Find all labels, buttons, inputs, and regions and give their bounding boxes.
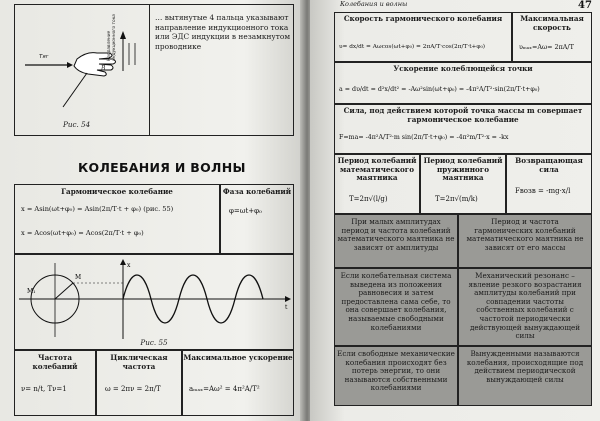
induction-text: … вытянутые 4 пальца указывают направление индукционного тока или ЭДС индукции в незамкнутом проводнике xyxy=(155,13,291,51)
phase-cell xyxy=(220,184,294,254)
note-amplitude xyxy=(334,214,458,268)
note-resonance-text: Механический резонанс – явление резкого возрастания амплитуды колебаний при совпадении частоты собственных колебаний с частотой периодически действующей вынуждающей силы xyxy=(468,271,582,341)
harmonic-sin: x = Asin(ωt+φ₀) = Asin(2π/T·t + φ₀) (рис. 55) xyxy=(21,205,174,213)
math-pendulum-cell xyxy=(334,154,420,214)
restoring-force-cell xyxy=(506,154,592,214)
cyclic-title: Циклическая частота xyxy=(110,353,168,371)
svg-text:t: t xyxy=(285,304,288,311)
note-natural-osc-text: Если свободные механические колебания происходят без потерь энергии, то они называются собственными колебаниями xyxy=(337,349,455,393)
restoring-force-formula: Fвозв = -mg·x/l xyxy=(515,187,571,195)
cyclic-cell xyxy=(96,350,182,416)
math-pendulum-formula: T=2π√(l/g) xyxy=(349,195,388,203)
spring-pendulum-cell xyxy=(420,154,506,214)
induction-box xyxy=(14,4,294,136)
cyclic-formula: ω = 2πν = 2π/T xyxy=(105,385,161,393)
note-mass xyxy=(458,214,592,268)
acceleration-title: Ускорение колеблющейся точки xyxy=(393,64,533,73)
fig-label-B: В xyxy=(101,65,106,72)
frequency-title: Частота колебаний xyxy=(32,353,78,371)
acceleration-formula: a = dυ/dt = d²x/dt² = -Aω²sin(ωt+φ₀) = -4π²A/T²·sin(2π/T·t+φ₀) xyxy=(339,86,540,93)
speed-cell xyxy=(334,12,512,62)
note-natural-osc xyxy=(334,346,458,406)
max-speed-title: Максимальная скорость xyxy=(520,14,584,32)
max-speed-formula: υₘₐₓ=Aω= 2πA/T xyxy=(519,43,574,51)
math-pendulum-title: Период колебаний математического маятника xyxy=(337,156,417,183)
fig-label-field: Тяг xyxy=(39,54,49,60)
acceleration-cell xyxy=(334,62,592,104)
note-forced-osc xyxy=(458,346,592,406)
force-cell xyxy=(334,104,592,154)
max-accel-formula: aₘₐₓ=Aω² = 4π²A/T² xyxy=(189,385,260,393)
svg-text:x: x xyxy=(127,262,131,269)
note-free-osc xyxy=(334,268,458,346)
note-forced-osc-text: Вынужденными называются колебания, происходящие под действием периодической вынуждающей силы xyxy=(466,349,584,384)
section-title: КОЛЕБАНИЯ И ВОЛНЫ xyxy=(78,160,246,175)
max-speed-cell xyxy=(512,12,592,62)
box-divider xyxy=(149,5,150,135)
fig-label-current: Направление индукционного тока xyxy=(107,14,117,61)
max-accel-title: Максимальное ускорение xyxy=(183,353,293,362)
graph-cell xyxy=(14,254,294,350)
spring-pendulum-formula: T=2π√(m/k) xyxy=(435,195,478,203)
fig55-caption: Рис. 55 xyxy=(140,338,168,347)
frequency-formula: ν= n/t, Tν=1 xyxy=(21,385,67,393)
harmonic-title: Гармоническое колебание xyxy=(61,187,173,196)
frequency-cell xyxy=(14,350,96,416)
note-resonance xyxy=(458,268,592,346)
force-title: Сила, под действием которой точка массы m совершает гармоническое колебание xyxy=(343,106,583,124)
note-mass-text: Период и частота гармонических колебаний математического маятника не зависят от его массы xyxy=(466,217,584,252)
note-amplitude-text: При малых амплитудах период и частота колебаний математического маятника не зависят от амплитуды xyxy=(337,217,455,252)
restoring-force-title: Возвращающая сила xyxy=(515,156,583,174)
spring-pendulum-title: Период колебаний пружинного маятника xyxy=(423,156,503,183)
speed-formula: υ= dx/dt = Aωcos(ωt+φ₀) = 2πA/T·cos(2π/T·t+φ₀) xyxy=(339,44,486,50)
harmonic-cos: x = Acos(ωt+φ₀) = Acos(2π/T·t + φ₀) xyxy=(21,229,144,237)
force-formula: F=ma= -4π²A/T²·m sin(2π/T·t+φ₀) = -4π²m/T²·x = -kx xyxy=(339,134,509,141)
phase-title: Фаза колебаний xyxy=(222,187,292,196)
max-accel-cell xyxy=(182,350,294,416)
harmonic-cell xyxy=(14,184,220,254)
page-number: 47 xyxy=(578,0,592,11)
svg-text:M₁: M₁ xyxy=(27,288,36,295)
phase-formula: φ=ωt+φ₀ xyxy=(229,207,262,215)
svg-text:M: M xyxy=(75,274,82,281)
running-head: Колебания и волны xyxy=(340,0,408,8)
fig54-caption: Рис. 54 xyxy=(63,120,91,129)
oscillation-graph xyxy=(15,257,293,341)
note-free-osc-text: Если колебательная система выведена из положения равновесия и затем предоставлена сама себе, то она совершает колебания, называемые свободными колебаниями xyxy=(340,271,452,332)
speed-title: Скорость гармонического колебания xyxy=(343,14,503,23)
right-page xyxy=(310,0,600,421)
